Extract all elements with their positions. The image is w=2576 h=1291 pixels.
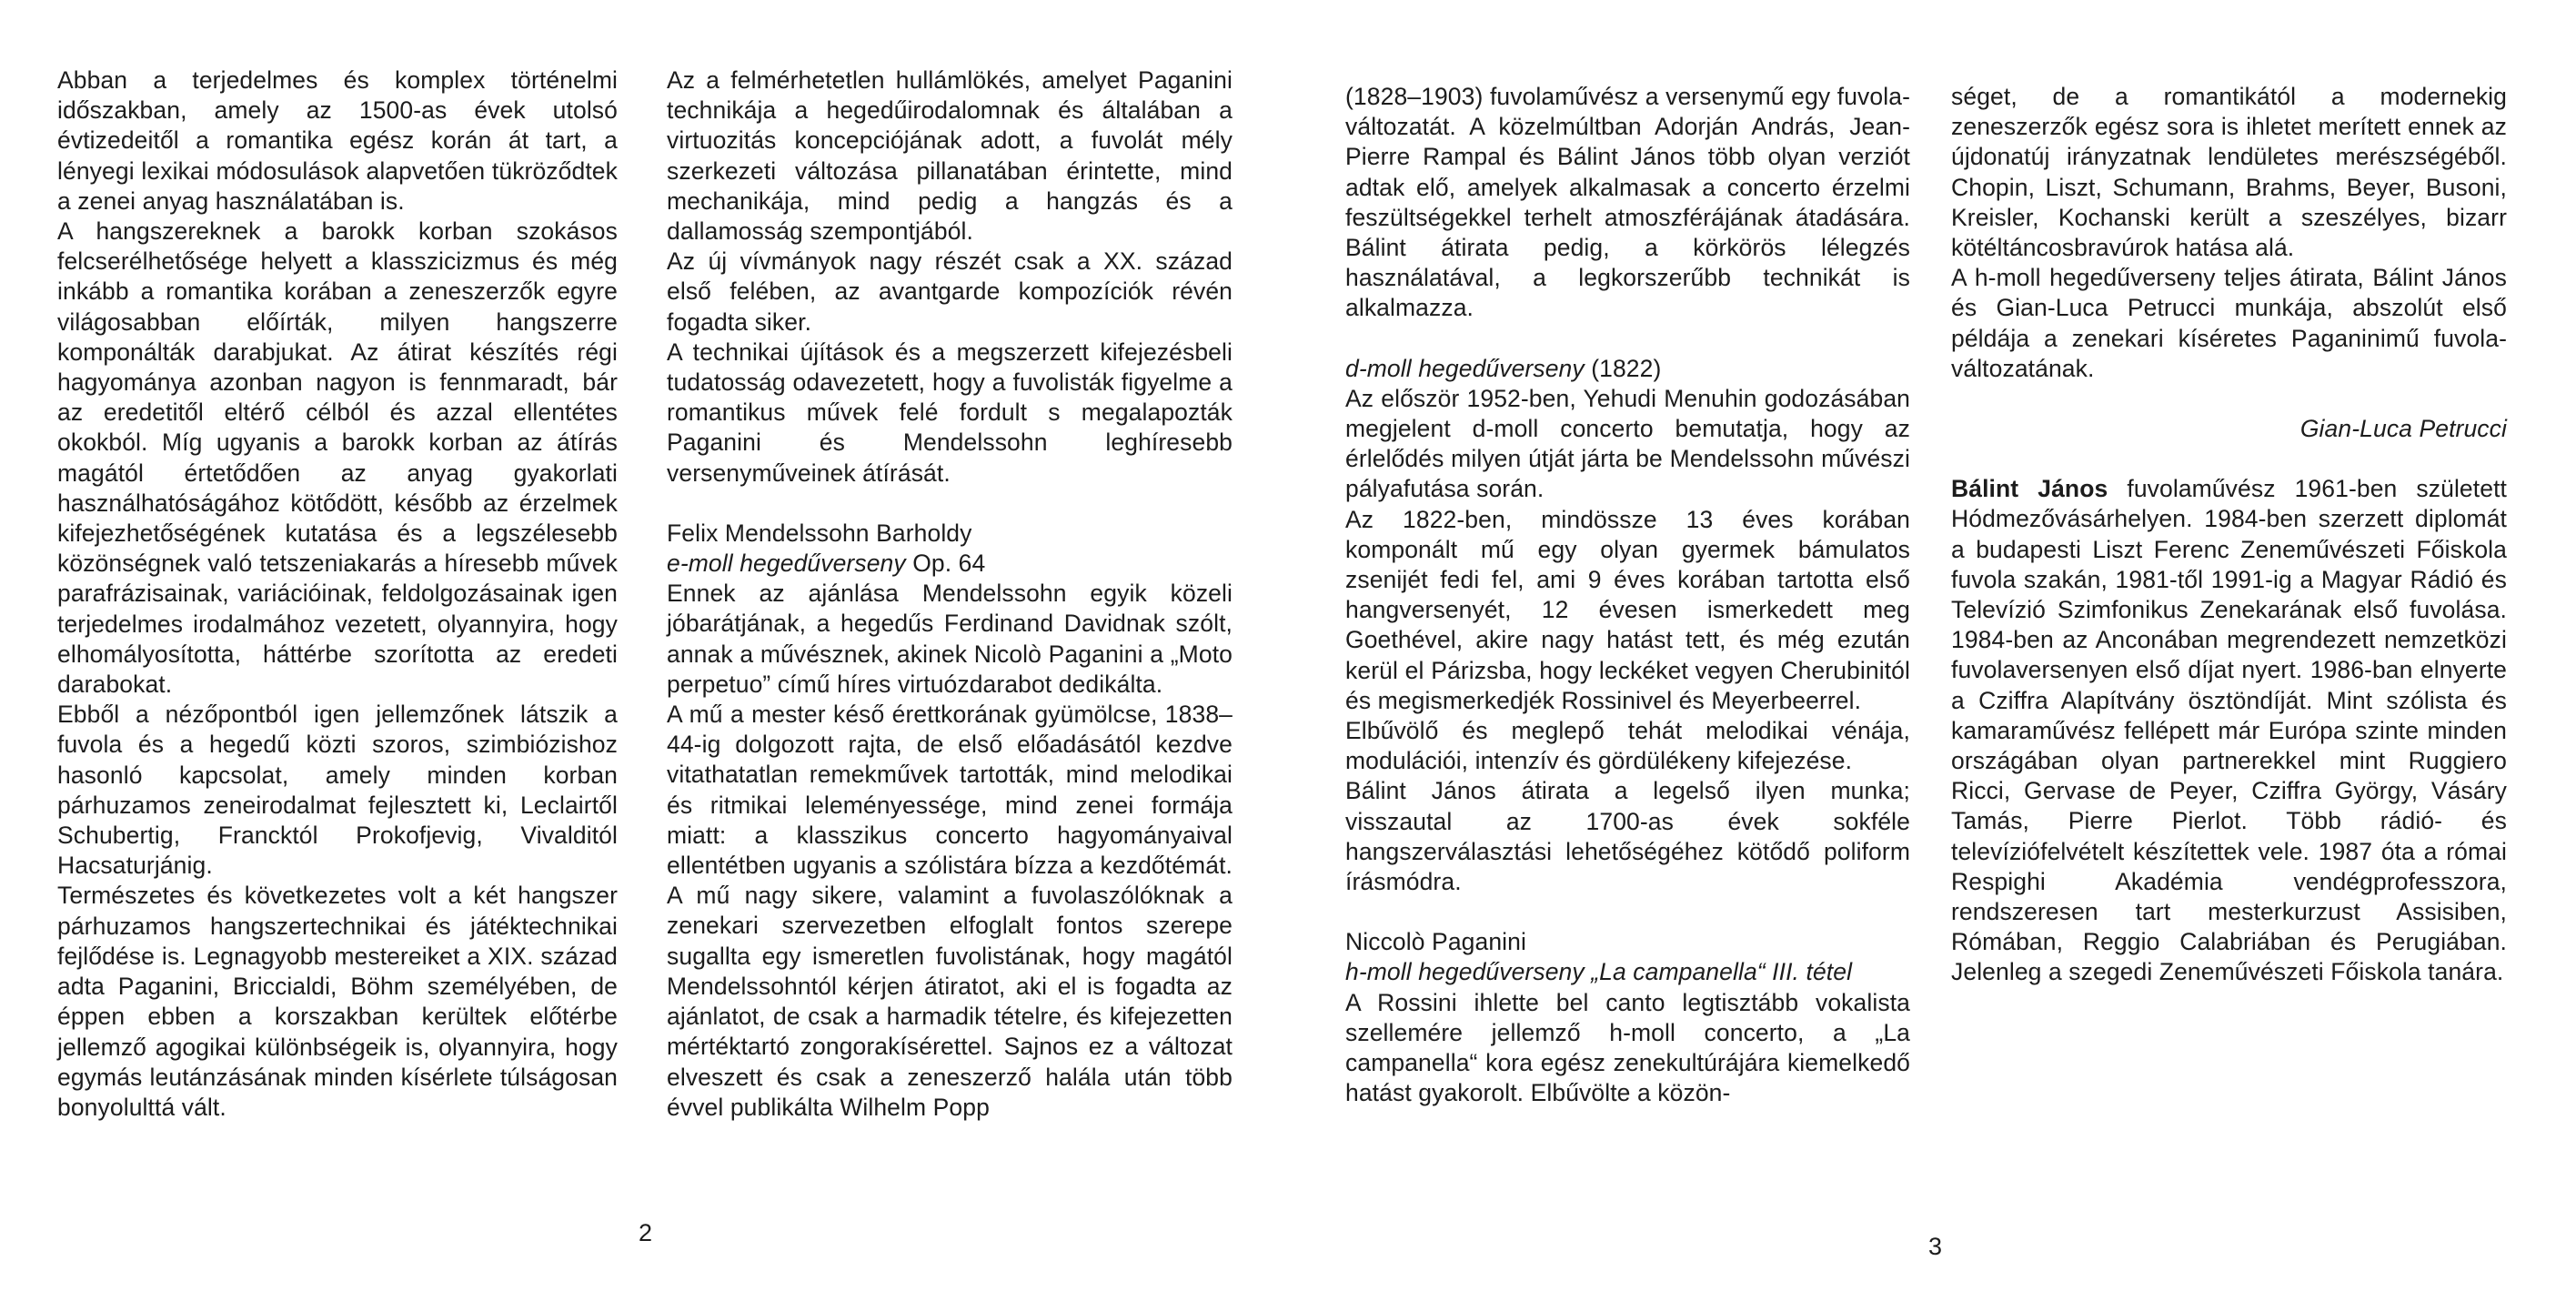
composer-heading: Felix Mendelssohn Barholdy xyxy=(667,519,972,547)
spacer xyxy=(1951,444,2507,474)
page2-column1 xyxy=(57,66,618,1123)
work-heading xyxy=(667,549,1233,579)
paragraph: Az először 1952-ben, Yehudi Menuhin godozásában megjelent d-moll concerto bemutatja, hogy az érlelődés milyen útját járta be Mendelssohn művészi pályafutása során. xyxy=(1345,384,1910,503)
paragraph: Természetes és következetes volt a két hangszer párhuzamos hangszertechnikai és játéktechnikai fejlődése is. Legnagyobb mestereiket a XIX. század adta Paganini, Briccialdi, Böhm személyében, de éppen ebben a korszakban kerültek előtérbe jellemző agogikai különbségeik is, olyannyira, hogy egymás leutánzásának minden kísérlete túlságosan bonyolulttá vált. xyxy=(57,882,618,1121)
bio-paragraph xyxy=(1951,474,2507,987)
paragraph: Bálint János átirata a legelső ilyen munka; visszautal az 1700-as évek sokféle hangszerválasztási lehetőségéhez kötődő poliform írásmódra. xyxy=(1345,777,1910,896)
work-title: d-moll hegedűverseny xyxy=(1345,354,1585,382)
page3-column1 xyxy=(1345,82,1910,1109)
work-opus: Op. 64 xyxy=(905,550,986,578)
spacer xyxy=(1951,384,2507,414)
paragraph: (1828–1903) fuvolaművész a versenymű egy fuvola-változatát. A közelmúltban Adorján András, Jean-Pierre Rampal és Bálint János több olyan verziót adtak elő, amelyek alkalmasak a concerto érzelmi feszültségekkel terhelt atmoszférájának átadására. Bálint átirata pedig, a körkörös lélegzés használatával, a legkorszerűbb technikát is alkalmazza. xyxy=(1345,83,1910,322)
paragraph: Ennek az ajánlása Mendelssohn egyik közeli jóbarátjának, a hegedűs Ferdinand Davidnak szólt, annak a művésznek, akinek Nicolò Paganini a „Moto perpetuo” című híres virtuózdarabot dedikálta. xyxy=(667,580,1233,698)
page-number: 3 xyxy=(1928,1233,1943,1260)
page3-column2 xyxy=(1951,82,2507,988)
work-heading xyxy=(1345,354,1910,384)
paragraph: Elbűvölő és meglepő tehát melodikai vénája, modulációi, intenzív és gördülékeny kifejezése. xyxy=(1345,717,1910,775)
paragraph: Ebből a nézőpontból igen jellemzőnek látszik a fuvola és a hegedű közti szoros, szimbiózishoz hasonló kapcsolat, amely minden korban párhuzamos zeneirodalmat fejlesztett ki, Leclairtől Schubertig, Francktól Prokofjevig, Vivalditól Hacsaturjánig. xyxy=(57,701,618,880)
paragraph: A mű a mester késő érettkorának gyümölcse, 1838–44-ig dolgozott rajta, de első előadásától kezdve vitathatatlan remekművek tartották, mind melodikai és ritmikai leleményessége, mind zenei formája miatt: a klasszikus concerto hagyományaival ellentétben ugyanis a szólistára bízza a kezdőtémát. A mű nagy sikere, valamint a fuvolaszólóknak a zenekari szervezetben elfoglalt fontos szerepe sugallta egy ismeretlen fuvolistának, hogy magától Mendelssohntól kérjen átiratot, aki el is fogadta az ajánlatot, de csak a harmadik tételre, és kifejezetten mértéktartó zongorakísérettel. Sajnos ez a változat elveszett és csak a zeneszerző halála után több évvel publikálta Wilhelm Popp xyxy=(667,701,1233,1121)
work-year: (1822) xyxy=(1584,354,1662,382)
composer-heading: Niccolò Paganini xyxy=(1345,928,1526,956)
spacer xyxy=(1345,324,1910,354)
paragraph: A technikai újítások és a megszerzett kifejezésbeli tudatosság odavezetett, hogy a fuvolisták figyelme a romantikus művek felé fordult s megalapozták Paganini és Mendelssohn leghíresebb versenyműveinek átírását. xyxy=(667,338,1233,487)
bio-text: fuvolaművész 1961-ben született Hódmezővásárhelyen. 1984-ben szerzett diplomát a budapesti Liszt Ferenc Zeneművészeti Főiskola fuvola szakán, 1981-től 1991-ig a Magyar Rádió és Televízió Szimfonikus Zenekarának első fuvolása. 1984-ben az Anconában megrendezett nemzetközi fuvolaversenyen első díjat nyert. 1986-ban elnyerte a Cziffra Alapítvány ösztöndíját. Mint szólista és kamaraművész fellépett már Európa szinte minden országában olyan partnerekkel mint Ruggiero Ricci, Gervase de Peyer, Cziffra György, Vásáry Tamás, Pierre Pierlot. Több rádió- és televíziófelvételt készítettek vele. 1987 óta a római Respighi Akadémia vendégprofesszora, rendszeresen tart mesterkurzust Assisiben, Rómában, Reggio Calabriában és Perugiában. Jelenleg a szegedi Zeneművészeti Főiskola tanára. xyxy=(1951,475,2507,986)
spacer xyxy=(1345,897,1910,927)
paragraph: Az 1822-ben, mindössze 13 éves korában komponált mű egy olyan gyermek bámulatos zsenijét fedi fel, ami 9 éves korában tartotta első hangversenyét, 12 évesen ismerkedett meg Goethével, akire nagy hatást tett, és még ezután kerül el Párizsba, hogy leckéket vegyen Cherubinitól és megismerkedjék Rossinivel és Meyerbeerrel. xyxy=(1345,505,1910,714)
bio-name: Bálint János xyxy=(1951,475,2108,503)
page-number: 2 xyxy=(639,1219,653,1246)
work-title: e-moll hegedűverseny xyxy=(667,550,906,578)
paragraph: A Rossini ihlette bel canto legtisztább vokalista szellemére jellemző h-moll concerto, a „La campanella“ kora egész zenekultúrájára kiemelkedő hatást gyakorolt. Elbűvölte a közön- xyxy=(1345,988,1910,1107)
paragraph: séget, de a romantikától a modernekig zeneszerzők egész sora is ihletet merített ennek az újdonatúj irányzatnak lendületes merészségéből. Chopin, Liszt, Schumann, Brahms, Beyer, Busoni, Kreisler, Kochanski került a szeszélyes, bizarr kötéltáncosbravúrok hatása alá. xyxy=(1951,83,2507,262)
paragraph: Abban a terjedelmes és komplex történelmi időszakban, amely az 1500-as évek utolsó évtizedeitől a romantika egész korán át tart, a lényegi lexikai módosulások alapvetően tükröződtek a zenei anyag használatában is. xyxy=(57,66,618,215)
author-signature: Gian-Luca Petrucci xyxy=(2299,415,2507,443)
paragraph: A h-moll hegedűverseny teljes átirata, Bálint János és Gian-Luca Petrucci munkája, abszolút első példája a zenekari kíséretes Paganinimű fuvola-változatának. xyxy=(1951,264,2507,382)
paragraph: Az új vívmányok nagy részét csak a XX. század első felében, az avantgarde kompozíciók révén fogadta siker. xyxy=(667,247,1233,336)
paragraph: Az a felmérhetetlen hullámlökés, amelyet Paganini technikája a hegedűirodalomnak és általában a virtuozitás koncepciójának adott, a fuvolát mély szerkezeti változása pillanatában érintette, mind mechanikája, mind pedig a hangzás és a dallamosság szempontjából. xyxy=(667,66,1233,246)
paragraph: A hangszereknek a barokk korban szokásos felcserélhetősége helyett a klasszicizmus és még inkább a romantika korában a zeneszerzők egyre világosabban előírták, milyen hangszerre komponálták darabjukat. Az átirat készítés régi hagyománya azonban nagyon is fennmaradt, bár az eredetitől eltérő célból és azzal ellentétes okokból. Míg ugyanis a barokk korban az átírás magától értetődően az anyag gyakorlati használhatóságához kötődött, később az érzelmek kifejezhetőségének kutatása és a legszélesebb közönségnek való tetszeniakarás a híresebb művek parafrázisainak, variációinak, feldolgozásainak igen terjedelmes irodalmához vezetett, olyannyira, hogy elhomályosította, háttérbe szorította az eredeti darabokat. xyxy=(57,217,618,699)
work-title: h-moll hegedűverseny „La campanella“ III. tétel xyxy=(1345,958,1853,986)
page2-column2 xyxy=(667,66,1233,1123)
spacer xyxy=(667,489,1233,519)
